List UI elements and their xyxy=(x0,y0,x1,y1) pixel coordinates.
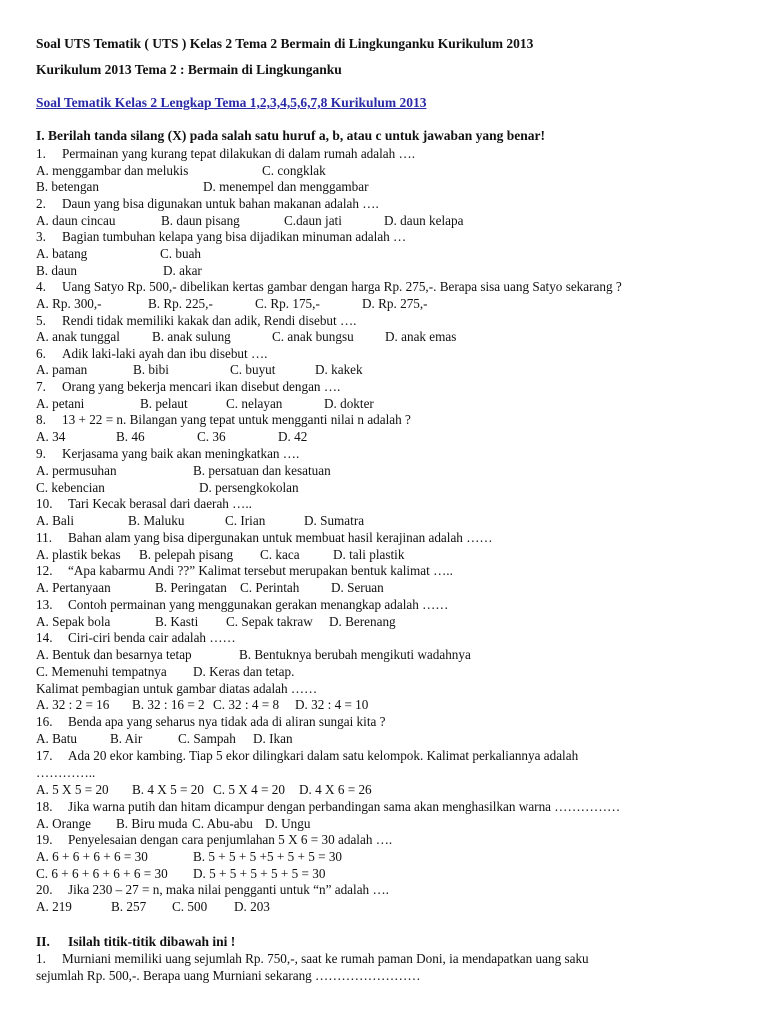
option-d: D. 32 : 4 = 10 xyxy=(295,697,369,712)
option-c: C. buyut xyxy=(230,362,276,377)
question-13 xyxy=(36,597,448,613)
text-segment: Daun yang bisa digunakan untuk bahan makanan adalah …. xyxy=(62,196,379,211)
text-segment: Contoh permainan yang menggunakan gerakan menangkap adalah …… xyxy=(68,597,449,612)
question-20 xyxy=(36,882,389,898)
option-d: D. menempel dan menggambar xyxy=(203,179,369,194)
text-segment: 5. xyxy=(36,313,46,328)
text-segment: 18. xyxy=(36,799,53,814)
option-c: C. Sepak takraw xyxy=(226,614,313,629)
text-segment: Isilah titik-titik dibawah ini ! xyxy=(68,934,236,949)
text-segment: Jika 230 – 27 = n, maka nilai pengganti untuk “n” adalah …. xyxy=(68,882,389,897)
option-c: C. anak bungsu xyxy=(272,329,354,344)
option-a: A. Bali xyxy=(36,513,75,528)
option-d: D. Seruan xyxy=(331,580,384,595)
option-b: B. 257 xyxy=(111,899,147,914)
question-19 xyxy=(36,832,392,848)
option-b: B. 32 : 16 = 2 xyxy=(132,697,205,712)
option-c: C. kaca xyxy=(260,547,300,562)
option-a: A. permusuhan xyxy=(36,463,117,478)
option-d: D. 42 xyxy=(278,429,308,444)
option-c: C. 5 X 4 = 20 xyxy=(213,782,285,797)
option-b: B. Kasti xyxy=(155,614,199,629)
text-segment: 7. xyxy=(36,379,46,394)
option-b: B. pelaut xyxy=(140,396,188,411)
essay-question-1-cont: sejumlah Rp. 500,-. Berapa uang Murniani sekarang …………………… xyxy=(36,968,421,983)
text-segment: 6. xyxy=(36,346,46,361)
option-a: A. Sepak bola xyxy=(36,614,111,629)
text-segment: 4. xyxy=(36,279,46,294)
option-a: A. menggambar dan melukis xyxy=(36,163,189,178)
option-c: C. Irian xyxy=(225,513,266,528)
text-segment: Bagian tumbuhan kelapa yang bisa dijadikan minuman adalah … xyxy=(62,229,407,244)
option-a: A. 5 X 5 = 20 xyxy=(36,782,109,797)
option-d: D. Ikan xyxy=(253,731,293,746)
text-segment: 14. xyxy=(36,630,53,645)
option-b: B. pelepah pisang xyxy=(139,547,234,562)
option-b: B. daun xyxy=(36,263,78,278)
option-c: C. Abu-abu xyxy=(192,816,253,831)
text-segment: Uang Satyo Rp. 500,- dibelikan kertas gambar dengan harga Rp. 275,-. Berapa sisa uang Satyo sekarang ? xyxy=(62,279,622,294)
option-a: A. Batu xyxy=(36,731,78,746)
option-d: D. Sumatra xyxy=(304,513,365,528)
question-17 xyxy=(36,748,578,764)
text-segment: Kalimat pembagian untuk gambar diatas adalah …… xyxy=(36,681,318,696)
option-b: B. Peringatan xyxy=(155,580,227,595)
question-7 xyxy=(36,379,340,395)
option-a: A. anak tunggal xyxy=(36,329,120,344)
text-segment: Benda apa yang seharus nya tidak ada di aliran sungai kita ? xyxy=(68,714,386,729)
option-a: A. plastik bekas xyxy=(36,547,121,562)
option-d: D. Rp. 275,- xyxy=(362,296,428,311)
essay-question-1 xyxy=(36,951,589,967)
text-segment: Bahan alam yang bisa dipergunakan untuk membuat hasil kerajinan adalah …… xyxy=(68,530,493,545)
text-segment: 1. xyxy=(36,146,46,161)
text-segment: 16. xyxy=(36,714,53,729)
option-a: A. 32 : 2 = 16 xyxy=(36,697,110,712)
text-segment: 17. xyxy=(36,748,53,763)
question-2 xyxy=(36,196,379,212)
option-a: A. Bentuk dan besarnya tetap xyxy=(36,647,192,662)
option-c: C. kebencian xyxy=(36,480,105,495)
text-segment: 2. xyxy=(36,196,46,211)
section-2-heading xyxy=(36,934,235,950)
option-c: C. Sampah xyxy=(178,731,236,746)
text-segment: 11. xyxy=(36,530,52,545)
question-6 xyxy=(36,346,267,362)
question-15 xyxy=(36,681,317,697)
option-b: B. Bentuknya berubah mengikuti wadahnya xyxy=(239,647,471,662)
text-segment: Adik laki-laki ayah dan ibu disebut …. xyxy=(62,346,268,361)
option-a: A. batang xyxy=(36,246,88,261)
question-18 xyxy=(36,799,620,815)
option-b: B. Rp. 225,- xyxy=(148,296,213,311)
text-segment: 13. xyxy=(36,597,53,612)
text-segment: Kerjasama yang baik akan meningkatkan …. xyxy=(62,446,300,461)
option-d: D. Berenang xyxy=(329,614,396,629)
question-10 xyxy=(36,496,252,512)
section-1-heading: I. Berilah tanda silang (X) pada salah satu huruf a, b, atau c untuk jawaban yang benar! xyxy=(36,128,545,143)
question-12 xyxy=(36,563,453,579)
option-b: B. 4 X 5 = 20 xyxy=(132,782,204,797)
option-d: D. Ungu xyxy=(265,816,311,831)
question-14 xyxy=(36,630,236,646)
related-link[interactable]: Soal Tematik Kelas 2 Lengkap Tema 1,2,3,4,5,6,7,8 Kurikulum 2013 xyxy=(36,95,427,110)
option-c: C. 32 : 4 = 8 xyxy=(213,697,280,712)
option-c: C. nelayan xyxy=(226,396,283,411)
text-segment: Orang yang bekerja mencari ikan disebut dengan …. xyxy=(62,379,341,394)
option-b: B. betengan xyxy=(36,179,99,194)
option-d: D. Keras dan tetap. xyxy=(193,664,295,679)
option-d: D. 4 X 6 = 26 xyxy=(299,782,372,797)
option-a: A. 34 xyxy=(36,429,66,444)
option-c: C. 36 xyxy=(197,429,226,444)
text-segment: 13 + 22 = n. Bilangan yang tepat untuk mengganti nilai n adalah ? xyxy=(62,412,411,427)
question-3 xyxy=(36,229,406,245)
text-segment: Penyelesaian dengan cara penjumlahan 5 X 6 = 30 adalah …. xyxy=(68,832,393,847)
document-title: Soal UTS Tematik ( UTS ) Kelas 2 Tema 2 Bermain di Lingkunganku Kurikulum 2013 xyxy=(36,36,534,51)
option-a: A. Pertanyaan xyxy=(36,580,111,595)
option-c: C. Perintah xyxy=(240,580,300,595)
question-1 xyxy=(36,146,415,162)
option-b: B. 46 xyxy=(116,429,145,444)
option-d: D. akar xyxy=(163,263,202,278)
text-segment: “Apa kabarmu Andi ??” Kalimat tersebut merupakan bentuk kalimat ….. xyxy=(68,563,453,578)
option-d: D. 203 xyxy=(234,899,270,914)
option-a: A. paman xyxy=(36,362,88,377)
text-segment: 12. xyxy=(36,563,53,578)
text-segment: Permainan yang kurang tepat dilakukan di dalam rumah adalah …. xyxy=(62,146,416,161)
option-b: B. Air xyxy=(110,731,143,746)
option-b: B. persatuan dan kesatuan xyxy=(193,463,331,478)
text-segment: 9. xyxy=(36,446,46,461)
option-a: A. daun cincau xyxy=(36,213,116,228)
option-b: B. anak sulung xyxy=(152,329,231,344)
option-a: A. Rp. 300,- xyxy=(36,296,102,311)
question-9 xyxy=(36,446,299,462)
text-segment: Murniani memiliki uang sejumlah Rp. 750,-, saat ke rumah paman Doni, ia mendapatkan uang saku xyxy=(62,951,589,966)
text-segment: 10. xyxy=(36,496,53,511)
option-d: D. anak emas xyxy=(385,329,457,344)
option-d: D. daun kelapa xyxy=(384,213,464,228)
option-c: C.daun jati xyxy=(284,213,342,228)
text-segment: 8. xyxy=(36,412,46,427)
option-c: C. Rp. 175,- xyxy=(255,296,320,311)
text-segment: Rendi tidak memiliki kakak dan adik, Rendi disebut …. xyxy=(62,313,357,328)
option-b: B. bibi xyxy=(133,362,169,377)
text-segment: Ada 20 ekor kambing. Tiap 5 ekor dilingkari dalam satu kelompok. Kalimat perkaliannya adalah xyxy=(68,748,579,763)
document-subtitle: Kurikulum 2013 Tema 2 : Bermain di Lingkunganku xyxy=(36,62,342,77)
option-d: D. dokter xyxy=(324,396,374,411)
option-b: B. daun pisang xyxy=(161,213,240,228)
question-5 xyxy=(36,313,356,329)
option-d: D. 5 + 5 + 5 + 5 + 5 = 30 xyxy=(193,866,326,881)
option-c: C. 6 + 6 + 6 + 6 + 6 = 30 xyxy=(36,866,168,881)
option-d: D. kakek xyxy=(315,362,363,377)
option-b: B. 5 + 5 + 5 +5 + 5 + 5 = 30 xyxy=(193,849,343,864)
question-8 xyxy=(36,412,411,428)
text-segment: Tari Kecak berasal dari daerah ….. xyxy=(68,496,252,511)
question-17-blank: ………….. xyxy=(36,765,96,780)
option-c: C. Memenuhi tempatnya xyxy=(36,664,167,679)
option-b: B. Biru muda xyxy=(116,816,188,831)
option-d: D. tali plastik xyxy=(333,547,405,562)
option-c: C. 500 xyxy=(172,899,208,914)
option-a: A. petani xyxy=(36,396,85,411)
option-a: A. 219 xyxy=(36,899,72,914)
option-c: C. buah xyxy=(160,246,202,261)
text-segment: 19. xyxy=(36,832,53,847)
text-segment: Jika warna putih dan hitam dicampur dengan perbandingan sama akan menghasilkan warna …………… xyxy=(68,799,621,814)
text-segment: 1. xyxy=(36,951,46,966)
text-segment: II. xyxy=(36,934,50,949)
option-d: D. persengkokolan xyxy=(199,480,299,495)
text-segment: 3. xyxy=(36,229,46,244)
option-a: A. Orange xyxy=(36,816,91,831)
option-a: A. 6 + 6 + 6 + 6 = 30 xyxy=(36,849,148,864)
text-segment: Ciri-ciri benda cair adalah …… xyxy=(68,630,236,645)
option-b: B. Maluku xyxy=(128,513,185,528)
option-c: C. congklak xyxy=(262,163,326,178)
text-segment: 20. xyxy=(36,882,53,897)
question-11 xyxy=(36,530,493,546)
question-16 xyxy=(36,714,386,730)
question-4 xyxy=(36,279,622,295)
